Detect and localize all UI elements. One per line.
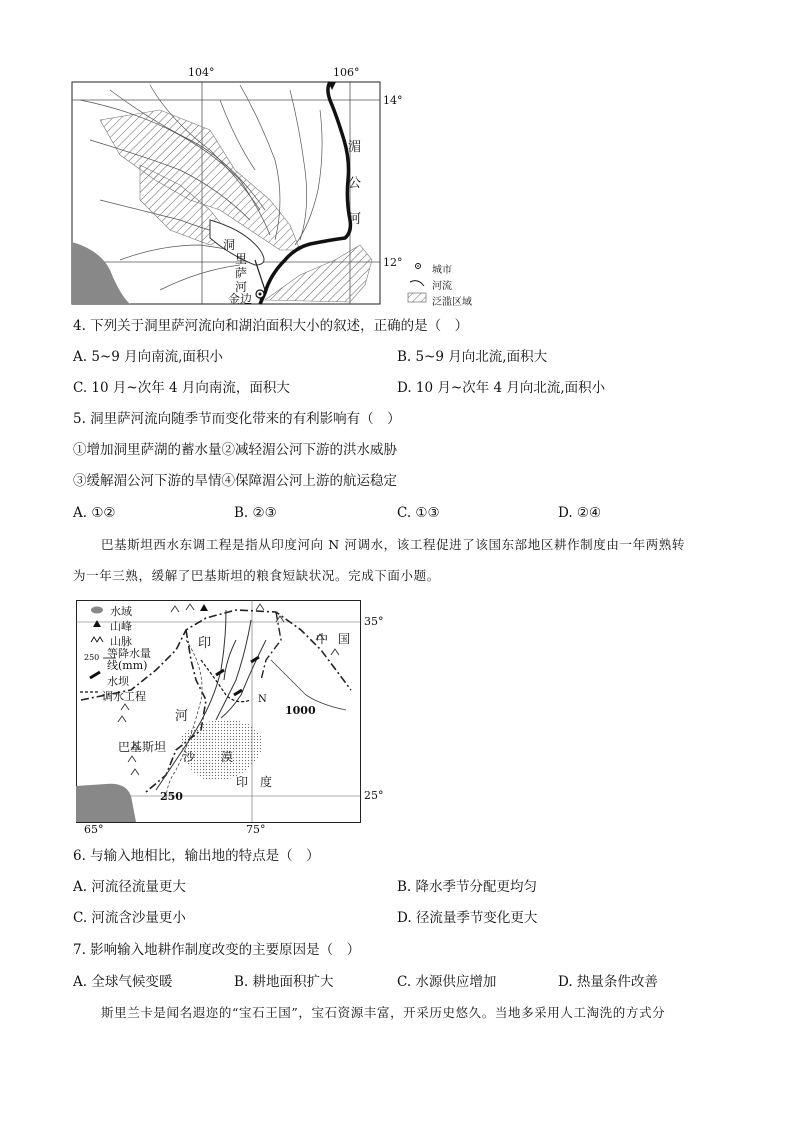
mekong-label-1: 湄 [348,140,362,155]
q7-option-b[interactable]: B. 耕地面积扩大 [234,974,334,990]
label-sha: 沙 [183,750,196,764]
label-he: 河 [175,709,189,724]
mekong-label-2: 公 [348,176,362,191]
lat-12-label: 12° [383,256,403,269]
label-1000: 1000 [285,704,316,717]
question-6-stem: 6. 与输入地相比，输出地的特点是（ ） [73,848,320,864]
legend-peak-label: 山峰 [110,620,132,633]
legend-river-label: 河流 [432,281,452,292]
tonle-label-1: 洞 [223,238,236,252]
tonle-label-4: 河 [235,280,248,294]
lat-25-label: 25° [364,789,384,802]
lon-106-label: 106° [333,66,360,79]
q6-option-b[interactable]: B. 降水季节分配更均匀 [397,879,538,895]
city-label: 金边 [228,292,253,306]
q4-option-d[interactable]: D. 10 月~次年 4 月向北流,面积小 [397,380,606,396]
q7-option-d[interactable]: D. 热量条件改善 [558,974,658,990]
lat-14-label: 14° [383,94,403,107]
label-china: 中国 [316,632,361,646]
label-250: 250 [160,790,183,803]
legend-isohyet-label: 等降水量线(mm) [107,647,151,672]
question-7-stem: 7. 影响输入地耕作制度改变的主要原因是（ ） [73,942,361,958]
legend-water-label: 水域 [110,605,132,618]
label-yin: 印 [198,636,212,651]
q4-option-a[interactable]: A. 5~9 月向南流,面积小 [73,349,223,365]
tonle-label-3: 萨 [235,266,248,280]
q6-option-d[interactable]: D. 径流量季节变化更大 [397,910,538,926]
question-4-stem: 4. 下列关于洞里萨河流向和湖泊面积大小的叙述，正确的是（ ） [73,318,469,334]
q5-statement-2: ③缓解湄公河下游的旱情④保障湄公河上游的航运稳定 [73,473,397,489]
q6-option-a[interactable]: A. 河流径流量更大 [73,879,186,895]
q5-option-a[interactable]: A. ①② [73,505,116,521]
q6-option-c[interactable]: C. 河流含沙量更小 [73,910,186,926]
question-5-stem: 5. 洞里萨河流向随季节而变化带来的有利影响有（ ） [73,411,401,427]
lat-35-label: 35° [364,615,384,628]
label-n: N [258,694,267,705]
legend-canal-label: 调水工程 [102,690,146,703]
intro-line-1: 巴基斯坦西水东调工程是指从印度河向 N 河调水，该工程促进了该国东部地区耕作制度由一年两熟转 [101,537,685,552]
intro-line-2: 为一年三熟，缓解了巴基斯坦的粮食短缺状况。完成下面小题。 [73,568,440,583]
lon-104-label: 104° [188,66,215,79]
q4-option-c[interactable]: C. 10 月~次年 4 月向南流，面积大 [73,380,290,396]
q7-option-a[interactable]: A. 全球气候变暖 [73,974,173,990]
intro-2-line: 斯里兰卡是闻名遐迩的“宝石王国”，宝石资源丰富，开采历史悠久。当地多采用人工淘洗的方式分 [101,1005,666,1020]
q4-option-b[interactable]: B. 5~9 月向北流,面积大 [397,349,548,365]
legend-mountain-label: 山脉 [110,635,132,648]
q5-option-d[interactable]: D. ②④ [558,505,602,521]
q7-option-c[interactable]: C. 水源供应增加 [397,974,497,990]
label-mo: 漠 [221,750,234,764]
legend-city-label: 城市 [432,265,452,276]
legend-dam-label: 水坝 [107,675,129,688]
label-pakistan: 巴基斯坦 [118,740,167,754]
lon-65-label: 65° [84,823,104,836]
label-india: 印 度 [236,775,273,789]
mekong-map [60,60,490,310]
legend-flood-label: 泛滥区域 [432,297,472,308]
legend-isohyet-value: 250 [84,653,100,662]
lon-75-label: 75° [246,823,266,836]
mekong-label-3: 河 [348,212,362,227]
q5-option-c[interactable]: C. ①③ [397,505,440,521]
q5-option-b[interactable]: B. ②③ [234,505,277,521]
q5-statement-1: ①增加洞里萨湖的蓄水量②减轻湄公河下游的洪水威胁 [73,442,397,458]
sea-area [76,784,136,822]
tonle-label-2: 里 [235,252,248,266]
